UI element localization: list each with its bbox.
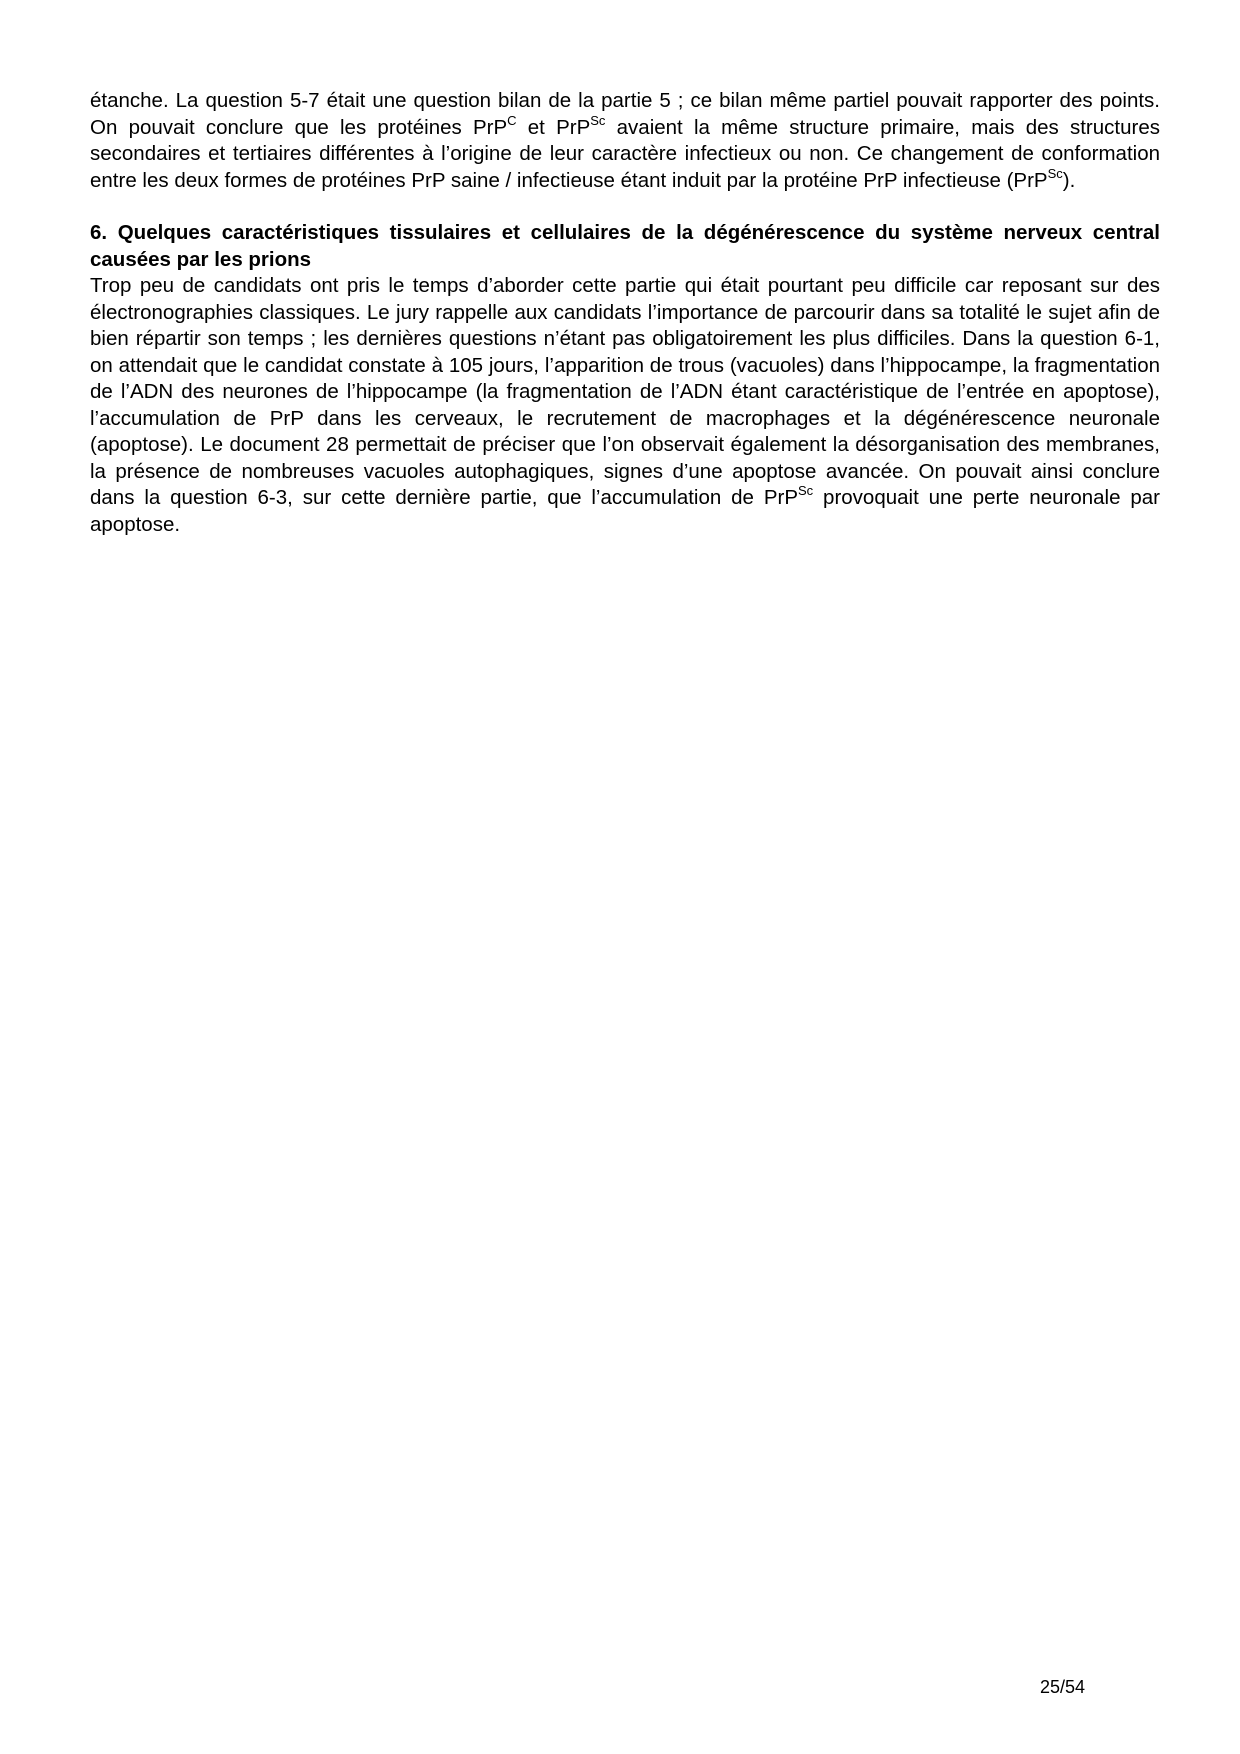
superscript-sc: Sc	[1047, 165, 1063, 181]
superscript-c: C	[507, 112, 517, 128]
document-page	[90, 88, 1160, 538]
text-run: provoquait une perte neuronale par apoptose.	[90, 486, 1160, 536]
text-run: avaient la même structure primaire, mais des structures secondaires et tertiaires différentes à l’origine de leur caractère infectieux ou non. Ce changement de conformation entre les deux formes de protéines PrP saine / infectieuse étant induit par la protéine PrP infectieuse (PrP	[90, 115, 1160, 192]
superscript-sc: Sc	[590, 112, 606, 128]
text-run: ).	[1062, 168, 1076, 192]
page-number: 25/54	[1040, 1677, 1086, 1697]
superscript-sc: Sc	[798, 483, 814, 499]
section-6-body	[90, 273, 1160, 538]
text-run: étanche. La question 5-7 était une question bilan de la partie 5 ; ce bilan même partiel pouvait rapporter des points. On pouvait conclure que les protéines PrP	[90, 89, 1160, 139]
text-run: Trop peu de candidats ont pris le temps d’aborder cette partie qui était pourtant peu difficile car reposant sur des électronographies classiques. Le jury rappelle aux candidats l’importance de parcourir dans sa totalité le sujet afin de bien répartir son temps ; les dernières questions n’étant pas obligatoirement les plus difficiles. Dans la question 6-1, on attendait que le candidat constate à 105 jours, l’apparition de trous (vacuoles) dans l’hippocampe, la fragmentation de l’ADN des neurones de l’hippocampe (la fragmentation de l’ADN étant caractéristique de l’entrée en apoptose), l’accumulation de PrP dans les cerveaux, le recrutement de macrophages et la dégénérescence neuronale (apoptose). Le document 28 permettait de préciser que l’on observait également la désorganisation des membranes, la présence de nombreuses vacuoles autophagiques, signes d’une apoptose avancée. On pouvait ainsi conclure dans la question 6-3, sur cette dernière partie, que l’accumulation de PrP	[90, 274, 1160, 509]
text-run: et PrP	[516, 115, 591, 139]
paragraph-conclusion-part5	[90, 88, 1160, 194]
section-6-heading: 6. Quelques caractéristiques tissulaires et cellulaires de la dégénérescence du système nerveux central causées par les prions	[90, 221, 1160, 271]
